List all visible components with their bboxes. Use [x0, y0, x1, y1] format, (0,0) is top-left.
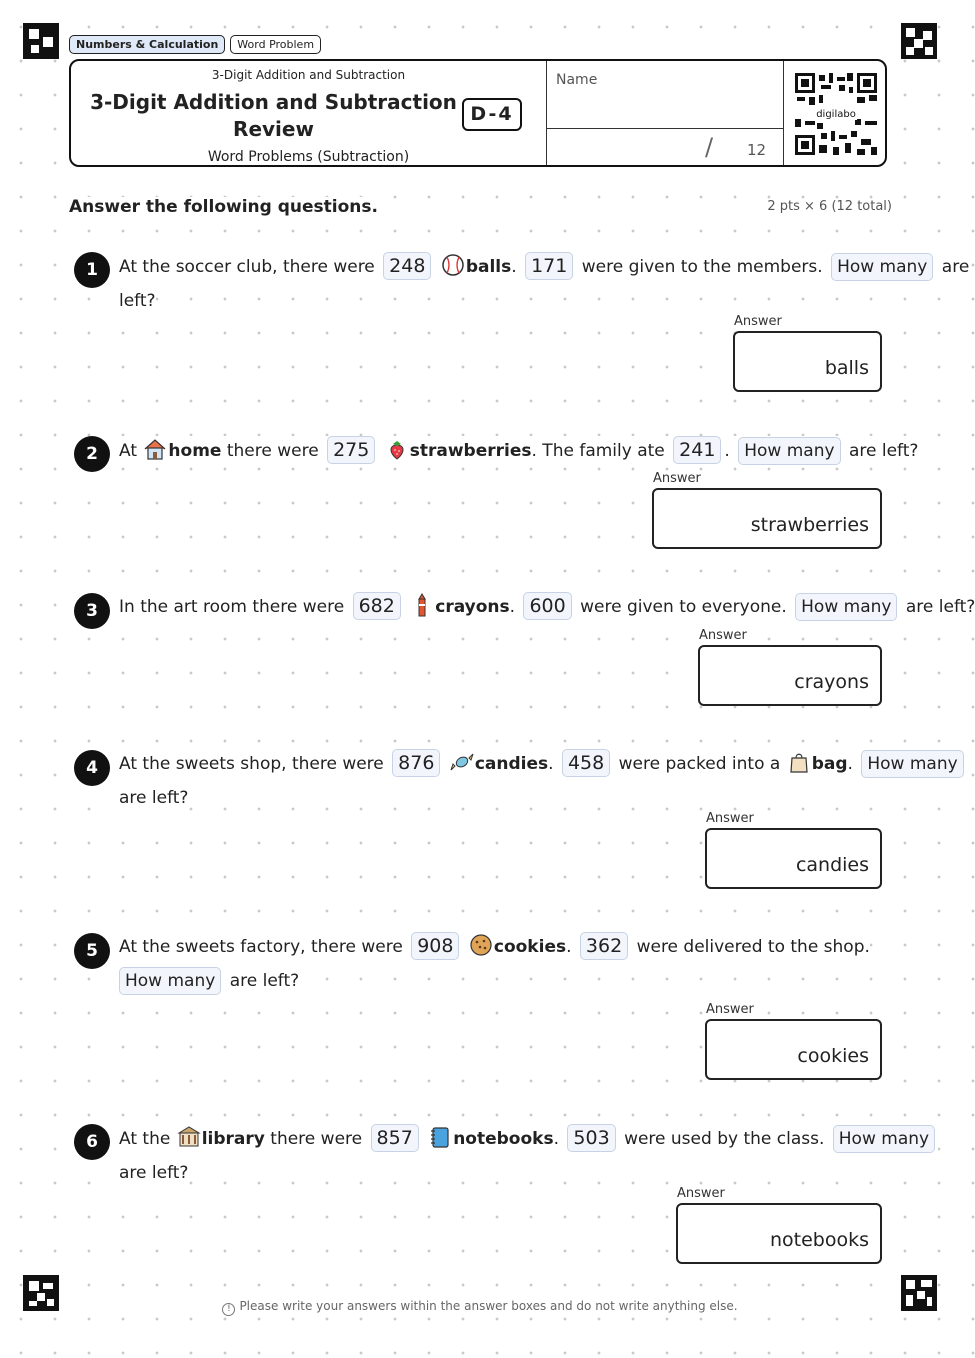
answer-unit: notebooks	[769, 1229, 869, 1251]
type-tag: Word Problem	[230, 35, 321, 54]
answer-label: Answer	[706, 1002, 754, 1017]
title-section	[71, 61, 546, 165]
answer-label: Answer	[734, 314, 782, 329]
topic-label: 3-Digit Addition and Subtraction	[211, 68, 406, 82]
category-tag: Numbers & Calculation	[69, 35, 225, 54]
score-slash: /	[705, 133, 714, 161]
answer-label: Answer	[699, 628, 747, 643]
number-box: 171	[525, 252, 573, 280]
baseball-icon	[441, 253, 465, 277]
answer-unit: candies	[795, 854, 869, 876]
footer-note	[0, 1299, 960, 1316]
how-many-box: How many	[861, 750, 963, 778]
question-text-line-2: are left?	[119, 1158, 188, 1188]
points-info: 2 pts × 6 (12 total)	[767, 199, 892, 214]
number-box: 600	[523, 592, 571, 620]
question-number: 5	[74, 933, 110, 969]
worksheet-code-badge: D-4	[462, 98, 522, 131]
crayon-icon	[410, 593, 434, 617]
strawberry-icon	[385, 437, 409, 461]
number-box: 908	[411, 932, 459, 960]
number-box: 248	[383, 252, 431, 280]
how-many-box: How many	[119, 967, 221, 995]
number-box: 503	[567, 1124, 615, 1152]
how-many-box: How many	[831, 253, 933, 281]
instructions: Answer the following questions.	[69, 197, 378, 217]
number-box: 876	[392, 749, 440, 777]
cookie-icon	[469, 933, 493, 957]
question-text-line-2: left?	[119, 286, 156, 316]
category-tags	[69, 35, 321, 54]
question-number: 3	[74, 593, 110, 629]
house-icon	[143, 437, 167, 461]
title-line-1: 3-Digit Addition and Subtraction	[90, 90, 457, 114]
worksheet-subtitle: Word Problems (Subtraction)	[207, 149, 410, 165]
library-icon	[177, 1125, 201, 1149]
number-box: 682	[353, 592, 401, 620]
title-line-2: Review	[233, 117, 314, 141]
name-divider	[547, 128, 783, 129]
how-many-box: How many	[795, 593, 897, 621]
number-box: 458	[562, 749, 610, 777]
score-total: 12	[747, 141, 767, 159]
answer-box[interactable]	[705, 828, 882, 889]
number-box: 857	[371, 1124, 419, 1152]
question-number: 6	[74, 1124, 110, 1160]
answer-unit: crayons	[794, 671, 869, 693]
question-text: At the library there were 857 notebooks. 503 were used by the class. How many	[119, 1124, 938, 1154]
name-label: Name	[556, 72, 598, 88]
question-text: At the soccer club, there were 248 balls. 171 were given to the members. How many are	[119, 252, 969, 282]
answer-label: Answer	[706, 811, 754, 826]
notebook-icon	[428, 1125, 452, 1149]
answer-box[interactable]	[705, 1019, 882, 1080]
answer-unit: cookies	[797, 1045, 869, 1067]
answer-box[interactable]	[676, 1203, 882, 1264]
qr-code-icon	[795, 73, 877, 155]
question-text: At the sweets shop, there were 876 candies. 458 were packed into a bag. How many	[119, 749, 967, 779]
worksheet-header	[69, 59, 887, 167]
footer-text: Please write your answers within the answer boxes and do not write anything else.	[239, 1299, 738, 1313]
how-many-box: How many	[738, 437, 840, 465]
number-box: 362	[580, 932, 628, 960]
question-text-line-2: How many are left?	[119, 966, 299, 996]
info-icon: !	[222, 1303, 235, 1316]
question-number: 1	[74, 252, 110, 288]
name-score-section	[546, 61, 784, 165]
worksheet-title	[81, 89, 466, 143]
question-text: In the art room there were 682 crayons. 600 were given to everyone. How many are left?	[119, 592, 975, 622]
question-number: 2	[74, 436, 110, 472]
corner-marker-top-right	[901, 23, 937, 59]
svg-text:digilabo: digilabo	[816, 109, 856, 120]
candy-icon	[450, 750, 474, 774]
number-box: 275	[327, 436, 375, 464]
answer-box[interactable]	[698, 645, 882, 706]
answer-label: Answer	[677, 1186, 725, 1201]
number-box: 241	[673, 436, 721, 464]
question-number: 4	[74, 750, 110, 786]
question-text: At home there were 275 strawberries. The family ate 241 . How many are left?	[119, 436, 918, 466]
answer-box[interactable]	[733, 331, 882, 392]
how-many-box: How many	[833, 1125, 935, 1153]
question-text: At the sweets factory, there were 908 cookies. 362 were delivered to the shop.	[119, 932, 870, 962]
question-text-line-2: are left?	[119, 783, 188, 813]
answer-unit: strawberries	[750, 514, 869, 536]
corner-marker-top-left	[23, 23, 59, 59]
answer-label: Answer	[653, 471, 701, 486]
bag-icon	[787, 750, 811, 774]
answer-unit: balls	[824, 357, 869, 379]
answer-box[interactable]	[652, 488, 882, 549]
